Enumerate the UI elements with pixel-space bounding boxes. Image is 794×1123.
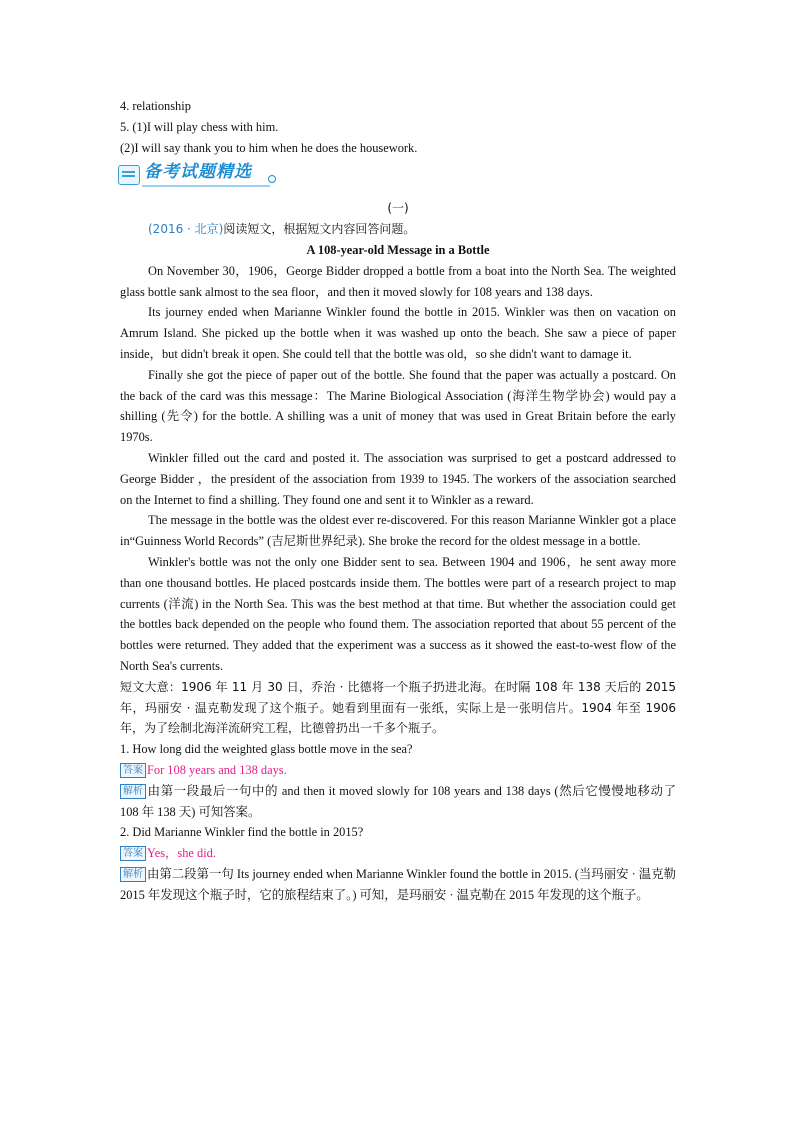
answer-line-5-1: 5. (1)I will play chess with him. (120, 119, 279, 134)
answer-tag: 答案 (120, 846, 146, 861)
document-page (120, 96, 676, 905)
passage-source: (2016 · 北京) (148, 222, 224, 237)
passage-instruction-line (120, 219, 676, 240)
answer-2-line (120, 843, 676, 864)
passage-number: (一) (387, 201, 409, 216)
passage-paragraph-4: Winkler filled out the card and posted it. The association was surprised to get a postcard addressed to George Bidder ，the president of the association from 1939 to 1945. The workers of the association searched on the Internet to find a shilling. They found one and sent it to Winkler as a reward. (120, 450, 676, 507)
notebook-icon (118, 165, 140, 185)
answer-1: For 108 years and 138 days. (147, 762, 287, 777)
answer-2: Yes，she did. (147, 846, 216, 861)
answer-line-5-2: (2)I will say thank you to him when he does the housework. (120, 140, 418, 155)
question-1: 1. How long did the weighted glass bottle move in the sea? (120, 742, 413, 757)
section-header-title: 备考试题精选 (144, 162, 252, 183)
section-header (118, 162, 676, 188)
passage-paragraph-6: Winkler's bottle was not the only one Bidder sent to sea. Between 1904 and 1906，he sent away more than one thousand bottles. He placed postcards inside them. The bottles were part of a research project to map currents (洋流) in the North Sea. This was the best method at that time. But whether the association could get the bottles back depended on the people who found them. The association reported that about 55 percent of the bottles were returned. They added that the experiment was a success as it showed the east-to-west flow of the North Sea's currents. (120, 554, 676, 673)
analysis-2: 由第二段第一句 Its journey ended when Marianne Winkler found the bottle in 2015. (当玛丽安 · 温克勒 2015 年发现这个瓶子时，它的旅程结束了。) 可知，是玛丽安 · 温克勒在 2015 年发现的这个瓶子。 (120, 866, 676, 902)
answer-1-line (120, 760, 676, 781)
passage-paragraph-5: The message in the bottle was the oldest ever re-discovered. For this reason Marianne Winkler got a place in“Guinness World Records” (吉尼斯世界纪录). She broke the record for the oldest message in a bottle. (120, 513, 676, 549)
header-dot-icon (268, 175, 276, 183)
analysis-1: 由第一段最后一句中的 and then it moved slowly for 108 years and 138 days (然后它慢慢地移动了 108 年 138 天) 可知答案。 (120, 783, 676, 819)
passage-paragraph-2: Its journey ended when Marianne Winkler found the bottle in 2015. Winkler was then on vacation on Amrum Island. She picked up the bottle when it was washed up onto the beach. She saw a piece of paper inside，but didn't break it open. She could tell that the bottle was old，so she didn't want to damage it. (120, 305, 676, 361)
analysis-2-line (120, 864, 676, 906)
answer-line-4: 4. relationship (120, 99, 191, 113)
question-2: 2. Did Marianne Winkler find the bottle in 2015? (120, 825, 364, 840)
passage-summary: 短文大意：1906 年 11 月 30 日，乔治 · 比德将一个瓶子扔进北海。在时隔 108 年 138 天后的 2015 年，玛丽安 · 温克勒发现了这个瓶子。她看到里面有一张纸，实际上是一张明信片。1904 年至 1906 年，为了绘制北海洋流研究工程，比德曾扔出一千多个瓶子。 (120, 679, 676, 736)
answer-tag: 答案 (120, 763, 146, 778)
passage-paragraph-3: Finally she got the piece of paper out of the bottle. She found that the paper was actually a postcard. On the back of the card was this message：The Marine Biological Association (海洋生物学协会) would pay a shilling (先令) for the bottle. A shilling was a unit of money that was used in Great Britain before the early 1970s. (120, 367, 676, 445)
header-underline (142, 185, 270, 187)
analysis-tag: 解析 (120, 784, 146, 799)
passage-title: A 108-year-old Message in a Bottle (306, 242, 490, 257)
passage-paragraph-1: On November 30，1906，George Bidder dropped a bottle from a boat into the North Sea. The weighted glass bottle sank almost to the sea floor，and then it moved slowly for 108 years and 138 days. (120, 263, 676, 299)
passage-instruction: 阅读短文，根据短文内容回答问题。 (223, 222, 416, 237)
analysis-1-line (120, 781, 676, 823)
analysis-tag: 解析 (120, 867, 146, 882)
